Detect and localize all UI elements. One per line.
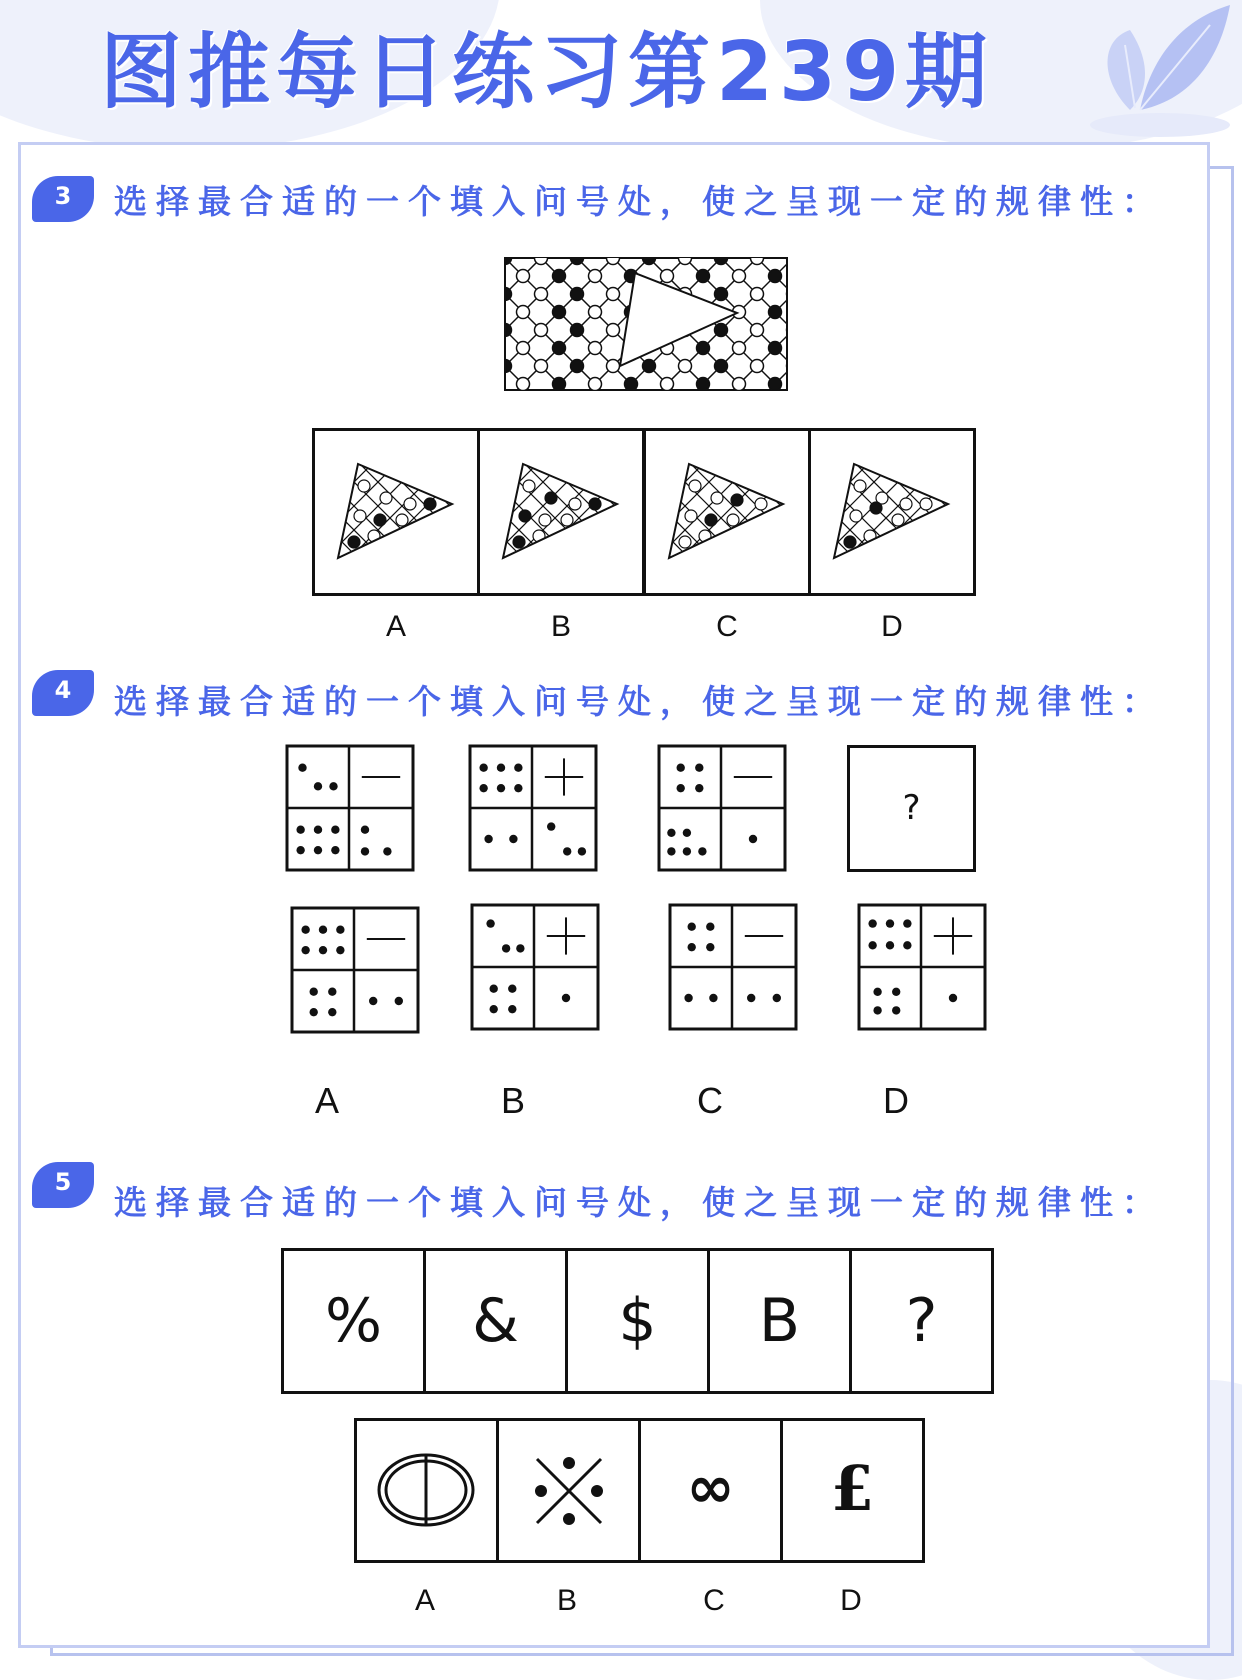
q5-option-a-oval-icon xyxy=(376,1450,476,1530)
black-dot xyxy=(870,502,882,514)
white-dot xyxy=(679,536,691,548)
q5-sequence-symbol: & xyxy=(472,1286,519,1356)
dot xyxy=(749,835,757,843)
white-dot xyxy=(589,342,602,355)
q4-option-b-label: B xyxy=(500,1080,525,1121)
dot xyxy=(698,847,706,855)
q3-option-c-label: C xyxy=(716,610,738,643)
white-dot xyxy=(607,324,620,337)
q5-option-d-box[interactable] xyxy=(780,1418,925,1563)
question-prompt: 选择最合适的一个填入问号处，使之呈现一定的规律性： xyxy=(114,182,1164,221)
white-dot xyxy=(920,498,932,510)
dot xyxy=(395,997,403,1005)
dot xyxy=(886,941,894,949)
q5-sequence-symbol: B xyxy=(758,1286,801,1356)
q5-option-c-infinity-symbol: ∞ xyxy=(686,1453,735,1521)
white-dot xyxy=(679,360,692,373)
question-number-badge: 3 xyxy=(32,176,94,222)
dot xyxy=(509,835,517,843)
white-dot xyxy=(685,510,697,522)
white-dot xyxy=(892,514,904,526)
q5-option-c-label: C xyxy=(703,1584,725,1617)
dot xyxy=(383,847,391,855)
dot xyxy=(331,826,339,834)
black-dot xyxy=(844,536,856,548)
white-dot xyxy=(751,324,764,337)
dot xyxy=(319,926,327,934)
q4-option-b-figure[interactable] xyxy=(470,903,600,1031)
q5-sequence-cell-3 xyxy=(565,1248,710,1394)
black-dot xyxy=(715,324,728,337)
dot xyxy=(310,988,318,996)
dot xyxy=(314,782,322,790)
q5-sequence-symbol: % xyxy=(324,1286,382,1356)
white-dot xyxy=(404,498,416,510)
dot xyxy=(502,944,510,952)
dot xyxy=(296,846,304,854)
dot xyxy=(319,946,327,954)
dot xyxy=(688,923,696,931)
white-dot xyxy=(561,514,573,526)
black-dot xyxy=(553,342,566,355)
white-dot xyxy=(661,378,674,391)
q5-option-d-label: D xyxy=(840,1584,862,1617)
white-dot xyxy=(569,498,581,510)
dot xyxy=(310,1008,318,1016)
black-dot xyxy=(424,498,436,510)
dot xyxy=(490,985,498,993)
q4-stem-figure-3 xyxy=(657,744,787,872)
q5-sequence-cell-2 xyxy=(423,1248,568,1394)
q4-option-a-figure[interactable] xyxy=(290,906,420,1034)
black-dot xyxy=(715,288,728,301)
q4-option-a-label: A xyxy=(314,1080,339,1121)
dot xyxy=(747,994,755,1002)
dot xyxy=(677,764,685,772)
white-dot xyxy=(850,510,862,522)
black-dot xyxy=(769,270,782,283)
q4-option-d-label: D xyxy=(883,1080,909,1121)
white-dot xyxy=(517,378,530,391)
white-dot xyxy=(380,492,392,504)
black-dot xyxy=(571,360,584,373)
dot xyxy=(873,988,881,996)
dot xyxy=(328,988,336,996)
white-dot xyxy=(711,492,723,504)
dot xyxy=(578,847,586,855)
dot xyxy=(903,941,911,949)
q3-pattern-figure xyxy=(505,258,787,390)
white-dot xyxy=(535,360,548,373)
q5-sequence-cell-1 xyxy=(281,1248,426,1394)
dot xyxy=(497,784,505,792)
black-dot xyxy=(553,270,566,283)
dot xyxy=(296,826,304,834)
q4-question-box xyxy=(847,745,976,872)
white-dot xyxy=(523,480,535,492)
q4-option-c-label: C xyxy=(697,1080,723,1121)
white-dot xyxy=(535,324,548,337)
white-dot xyxy=(589,378,602,391)
q3-option-a-triangle xyxy=(330,458,460,568)
dot xyxy=(892,1006,900,1014)
dot xyxy=(514,784,522,792)
dot xyxy=(497,764,505,772)
dot xyxy=(331,846,339,854)
dot xyxy=(508,1005,516,1013)
black-dot xyxy=(715,360,728,373)
dot xyxy=(336,946,344,954)
question-number-badge: 4 xyxy=(32,670,94,716)
white-dot xyxy=(607,360,620,373)
dot xyxy=(563,847,571,855)
black-dot xyxy=(697,378,710,391)
q4-stem-figure-1 xyxy=(285,744,415,872)
white-dot xyxy=(517,270,530,283)
black-dot xyxy=(553,306,566,319)
black-dot xyxy=(769,306,782,319)
dot xyxy=(328,1008,336,1016)
dot xyxy=(886,919,894,927)
white-dot xyxy=(517,306,530,319)
q5-sequence-symbol: $ xyxy=(618,1286,657,1356)
black-dot xyxy=(519,510,531,522)
white-dot xyxy=(661,270,674,283)
dot xyxy=(516,944,524,952)
dot xyxy=(329,782,337,790)
dot xyxy=(514,764,522,772)
dot xyxy=(562,994,570,1002)
dot xyxy=(695,764,703,772)
white-dot xyxy=(751,360,764,373)
black-dot xyxy=(571,324,584,337)
dot xyxy=(688,943,696,951)
black-dot xyxy=(769,378,782,391)
dot xyxy=(667,847,675,855)
black-dot xyxy=(374,514,386,526)
black-dot xyxy=(697,342,710,355)
dot xyxy=(892,988,900,996)
dot xyxy=(479,764,487,772)
white-dot xyxy=(733,342,746,355)
q3-option-b-triangle xyxy=(495,458,625,568)
white-dot xyxy=(535,288,548,301)
dot xyxy=(361,847,369,855)
dot xyxy=(298,764,306,772)
dot xyxy=(369,997,377,1005)
q3-option-d-triangle xyxy=(826,458,956,568)
white-dot xyxy=(900,498,912,510)
white-dot xyxy=(854,480,866,492)
white-dot xyxy=(354,510,366,522)
q5-option-b-box[interactable] xyxy=(496,1418,641,1563)
question-number-badge: 5 xyxy=(32,1162,94,1208)
q4-option-c-figure[interactable] xyxy=(668,903,798,1031)
q5-option-a-box[interactable] xyxy=(354,1418,499,1563)
dot xyxy=(684,994,692,1002)
black-dot xyxy=(731,494,743,506)
dot xyxy=(709,994,717,1002)
black-dot xyxy=(513,536,525,548)
dot xyxy=(695,784,703,792)
black-dot xyxy=(553,378,566,391)
black-dot xyxy=(625,378,638,391)
black-dot xyxy=(571,288,584,301)
black-dot xyxy=(545,492,557,504)
dot xyxy=(683,847,691,855)
dot xyxy=(484,835,492,843)
dot xyxy=(683,829,691,837)
white-dot xyxy=(607,288,620,301)
q5-option-d-pound-symbol: £ xyxy=(830,1452,875,1525)
white-dot xyxy=(589,306,602,319)
white-dot xyxy=(727,514,739,526)
black-dot xyxy=(697,270,710,283)
dot xyxy=(667,829,675,837)
q3-option-a-label: A xyxy=(385,610,406,643)
q5-sequence-cell-4 xyxy=(707,1248,852,1394)
white-dot xyxy=(755,498,767,510)
q5-question-mark: ? xyxy=(905,1286,938,1356)
dot xyxy=(903,919,911,927)
dot xyxy=(508,985,516,993)
q3-option-d-label: D xyxy=(881,610,903,643)
white-dot xyxy=(689,480,701,492)
dot xyxy=(677,784,685,792)
q4-option-d-figure[interactable] xyxy=(857,903,987,1031)
black-dot xyxy=(769,342,782,355)
dot xyxy=(361,826,369,834)
dot xyxy=(773,994,781,1002)
white-dot xyxy=(517,342,530,355)
question-prompt: 选择最合适的一个填入问号处，使之呈现一定的规律性： xyxy=(114,682,1164,721)
leaf-decoration-icon xyxy=(1090,0,1240,130)
white-dot xyxy=(733,378,746,391)
dot xyxy=(547,822,555,830)
dot xyxy=(336,926,344,934)
dot xyxy=(706,923,714,931)
black-dot xyxy=(705,514,717,526)
q4-question-mark: ? xyxy=(902,788,921,828)
q5-option-a-label: A xyxy=(414,1584,435,1617)
q5-option-c-box[interactable] xyxy=(638,1418,783,1563)
white-dot xyxy=(396,514,408,526)
dot xyxy=(873,1006,881,1014)
black-dot xyxy=(589,498,601,510)
white-dot xyxy=(539,514,551,526)
dot xyxy=(486,919,494,927)
dot xyxy=(949,994,957,1002)
dot xyxy=(868,919,876,927)
q4-stem-figure-2 xyxy=(468,744,598,872)
q3-option-b-label: B xyxy=(550,610,571,643)
q3-option-c-triangle xyxy=(661,458,791,568)
dot xyxy=(706,943,714,951)
q5-sequence-cell-5 xyxy=(849,1248,994,1394)
q5-option-b-cross-dots-icon xyxy=(529,1451,609,1531)
question-prompt: 选择最合适的一个填入问号处，使之呈现一定的规律性： xyxy=(114,1183,1164,1222)
dot xyxy=(868,941,876,949)
dot xyxy=(479,784,487,792)
white-dot xyxy=(751,288,764,301)
black-dot xyxy=(643,360,656,373)
dot xyxy=(301,946,309,954)
page-title: 图推每日练习第239期 xyxy=(100,25,994,120)
white-dot xyxy=(733,270,746,283)
dot xyxy=(490,1005,498,1013)
white-dot xyxy=(358,480,370,492)
q5-option-b-label: B xyxy=(556,1584,577,1617)
dot xyxy=(314,846,322,854)
black-dot xyxy=(348,536,360,548)
dot xyxy=(301,926,309,934)
white-dot xyxy=(589,270,602,283)
dot xyxy=(314,826,322,834)
